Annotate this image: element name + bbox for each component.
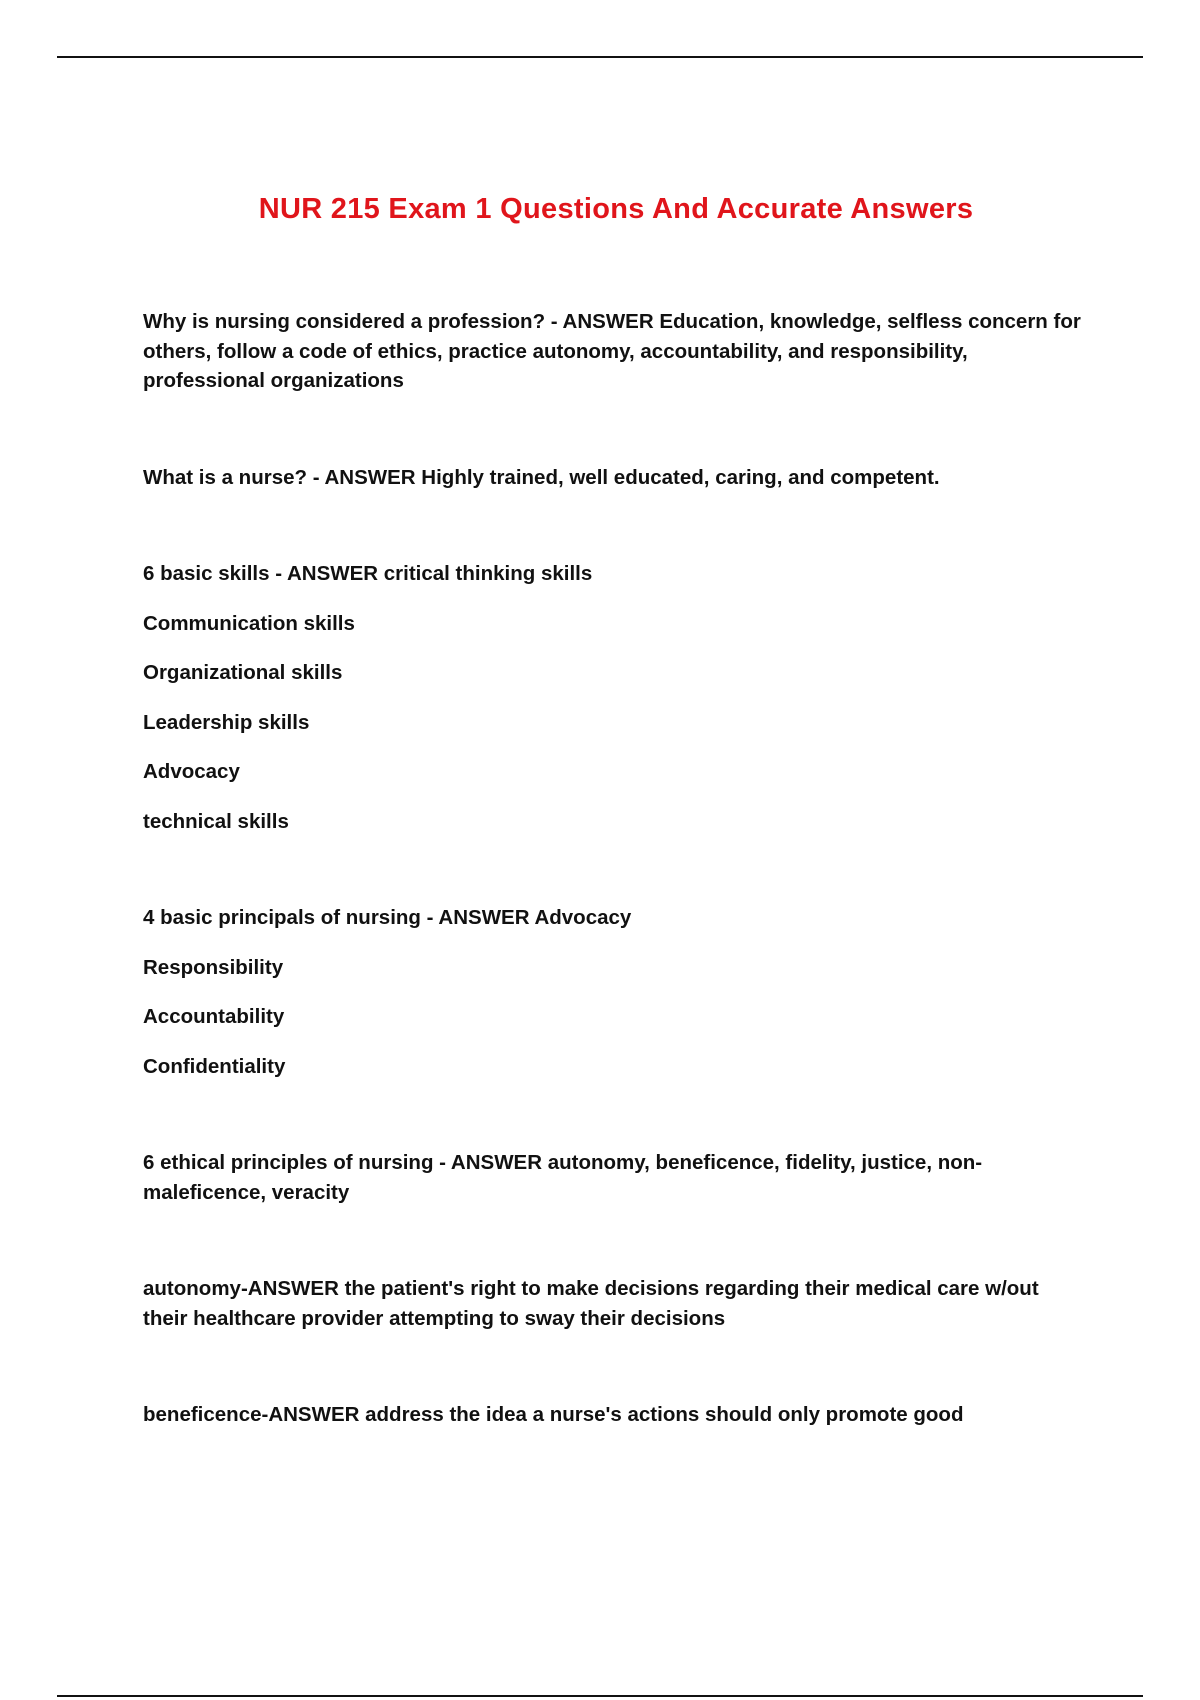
qa-ethical-principles: 6 ethical principles of nursing - ANSWER autonomy, beneficence, fidelity, justice, non-maleficence, veracity [143, 1151, 983, 1204]
bottom-rule [57, 1695, 1143, 1697]
top-rule [57, 56, 1143, 58]
qa-what-is-nurse: What is a nurse? - ANSWER Highly trained, well educated, caring, and competent. [143, 465, 940, 489]
document-body [143, 307, 1083, 1430]
list-item: Accountability [143, 1005, 285, 1028]
qa-profession: Why is nursing considered a profession? - ANSWER Education, knowledge, selfless concern for others, follow a code of ethics, practice autonomy, accountability, and responsibility, professional organizations [143, 310, 1081, 392]
list-item: Leadership skills [143, 710, 310, 734]
list-item: Communication skills [143, 611, 355, 635]
qa-autonomy: autonomy-ANSWER the patient's right to make decisions regarding their medical care w/out their healthcare provider attempting to sway their decisions [143, 1277, 1039, 1330]
qa-basic-skills: 6 basic skills - ANSWER critical thinking skills [143, 562, 593, 585]
list-item: Responsibility [143, 955, 284, 979]
list-item: Organizational skills [143, 661, 343, 684]
list-item: technical skills [143, 809, 289, 833]
document-title: NUR 215 Exam 1 Questions And Accurate Answers [258, 193, 974, 225]
qa-basic-principals: 4 basic principals of nursing - ANSWER Advocacy [143, 906, 632, 929]
list-item: Confidentiality [143, 1054, 286, 1078]
list-item: Advocacy [143, 760, 240, 783]
qa-beneficence: beneficence-ANSWER address the idea a nurse's actions should only promote good [143, 1403, 964, 1426]
